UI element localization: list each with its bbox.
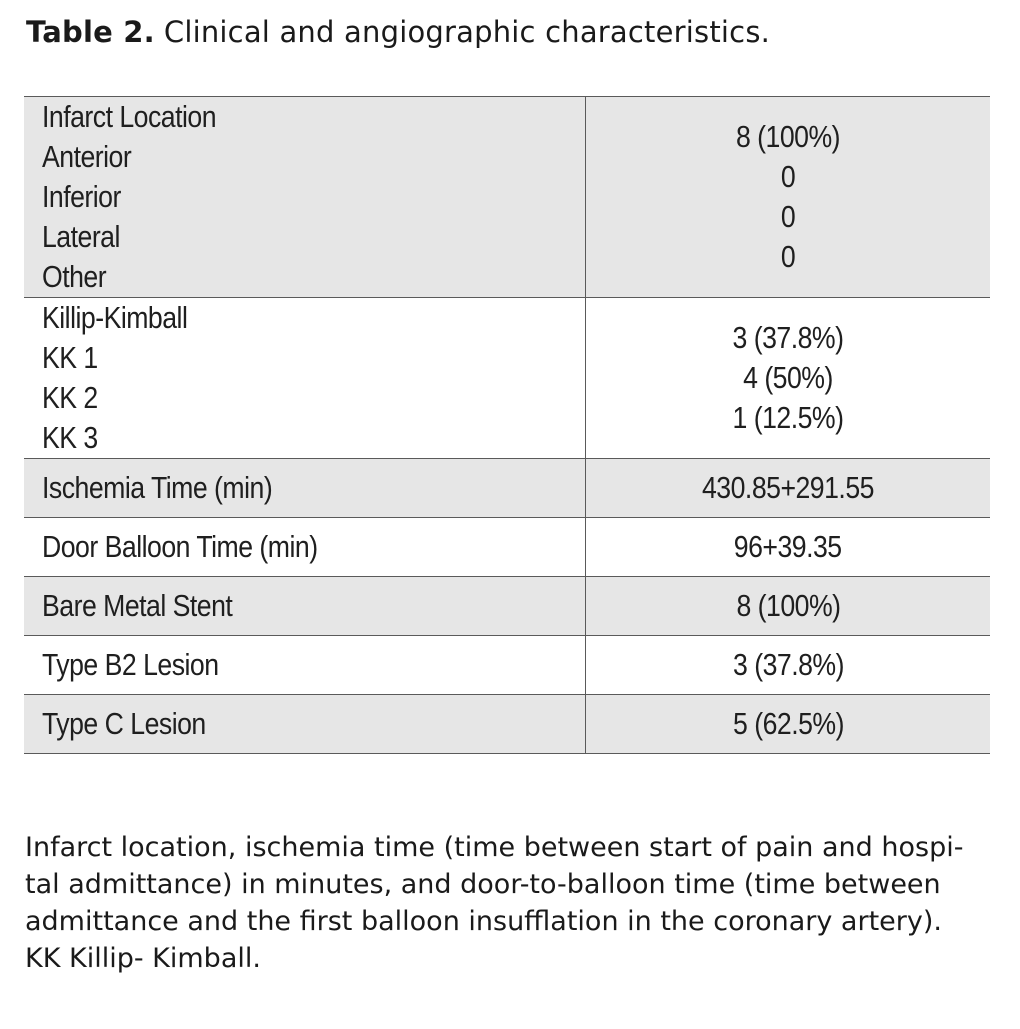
row-value-lateral: 0 <box>780 199 796 234</box>
table-row-infarct-location <box>24 97 990 298</box>
table-row-type-b2-lesion <box>24 636 990 695</box>
row-label-lateral: Lateral <box>42 219 120 254</box>
type-b2-lesion-value-cell <box>586 636 991 695</box>
row-value-kk3: 1 (12.5%) <box>732 400 844 435</box>
table-row-killip-kimball <box>24 298 990 459</box>
table-row-type-c-lesion <box>24 695 990 754</box>
table-row-ischemia-time <box>24 459 990 518</box>
infarct-location-values <box>586 97 991 298</box>
killip-kimball-values <box>586 298 991 459</box>
row-label-kk1: KK 1 <box>42 340 98 375</box>
door-balloon-time-label: Door Balloon Time (min) <box>42 529 318 564</box>
row-value-other: 0 <box>780 239 796 274</box>
type-b2-lesion-label-cell <box>24 636 586 695</box>
bare-metal-stent-label-cell <box>24 577 586 636</box>
killip-kimball-labels <box>24 298 586 459</box>
bare-metal-stent-value: 8 (100%) <box>735 588 841 623</box>
ischemia-time-value: 430.85+291.55 <box>702 470 874 505</box>
door-balloon-time-value-cell <box>586 518 991 577</box>
type-c-lesion-value: 5 (62.5%) <box>732 706 844 741</box>
door-balloon-time-value: 96+39.35 <box>734 529 842 564</box>
killip-kimball-header: Killip-Kimball <box>42 300 188 335</box>
table-footnote <box>25 829 985 977</box>
table-title: Clinical and angiographic characteristics. <box>163 15 771 49</box>
bare-metal-stent-value-cell <box>586 577 991 636</box>
type-c-lesion-label: Type C Lesion <box>42 706 206 741</box>
ischemia-time-label-cell <box>24 459 586 518</box>
characteristics-table <box>24 96 990 754</box>
row-label-anterior: Anterior <box>42 139 132 174</box>
type-b2-lesion-label: Type B2 Lesion <box>42 647 219 682</box>
row-value-kk2: 4 (50%) <box>743 360 833 395</box>
table-number: Table 2. <box>26 15 155 49</box>
type-c-lesion-value-cell <box>586 695 991 754</box>
row-label-kk3: KK 3 <box>42 420 98 455</box>
table-row-door-balloon-time <box>24 518 990 577</box>
ischemia-time-value-cell <box>586 459 991 518</box>
type-b2-lesion-value: 3 (37.8%) <box>732 647 844 682</box>
door-balloon-time-label-cell <box>24 518 586 577</box>
footnote-line: admittance and the first balloon insufflation in the coronary artery). <box>25 906 942 937</box>
footnote-line: KK Killip- Kimball. <box>25 943 261 974</box>
row-value-anterior: 8 (100%) <box>735 119 841 154</box>
bare-metal-stent-label: Bare Metal Stent <box>42 588 233 623</box>
footnote-line: Infarct location, ischemia time (time between start of pain and hospi- <box>25 832 964 863</box>
row-label-other: Other <box>42 259 107 294</box>
row-label-kk2: KK 2 <box>42 380 98 415</box>
infarct-location-header: Infarct Location <box>42 99 217 134</box>
infarct-location-labels <box>24 97 586 298</box>
row-label-inferior: Inferior <box>42 179 121 214</box>
footnote-line: tal admittance) in minutes, and door-to-balloon time (time between <box>25 869 941 900</box>
row-value-inferior: 0 <box>780 159 796 194</box>
table-caption <box>26 12 770 52</box>
row-value-kk1: 3 (37.8%) <box>732 320 844 355</box>
table-row-bare-metal-stent <box>24 577 990 636</box>
type-c-lesion-label-cell <box>24 695 586 754</box>
ischemia-time-label: Ischemia Time (min) <box>42 470 273 505</box>
